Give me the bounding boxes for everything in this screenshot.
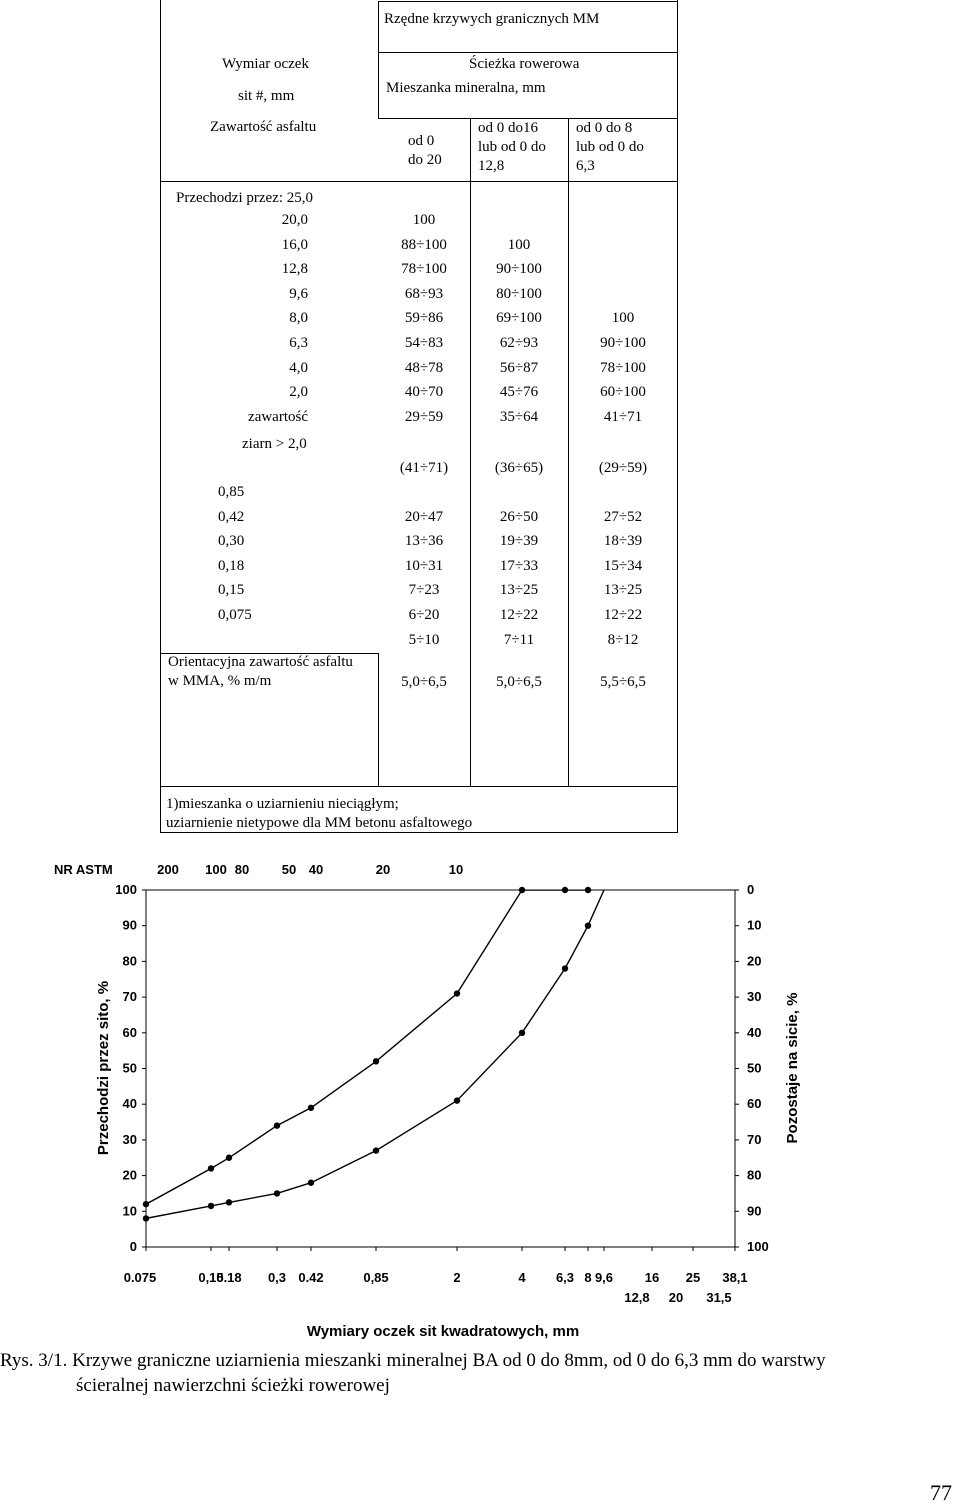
orient-value-3: 5,5÷6,5	[600, 674, 646, 690]
value-col3: 18÷39	[603, 533, 643, 550]
y-tick-label-left: 80	[122, 953, 137, 969]
value-col2: 26÷50	[499, 508, 539, 525]
value-col2: 90÷100	[496, 261, 542, 278]
value-col2: 80÷100	[496, 285, 542, 302]
asphalt-label: Zawartość asfaltu	[210, 119, 317, 135]
value-col3: 15÷34	[603, 557, 643, 574]
data-point	[562, 965, 568, 971]
y-tick-label-right: 10	[747, 917, 762, 933]
header-divider-h2	[378, 118, 678, 119]
orient-label: Orientacyjna zawartość asfaltu	[168, 654, 353, 670]
data-point	[143, 1215, 149, 1221]
x-tick-label: 0,15	[198, 1270, 224, 1285]
y-tick-label-right: 60	[747, 1096, 762, 1112]
y-axis-label-left: Przechodzi przez sito, %	[95, 980, 112, 1156]
value-col2: 7÷11	[503, 631, 535, 648]
path-label: Ścieżka rowerowa	[469, 56, 580, 72]
value-col2: 12÷22	[499, 607, 539, 623]
value-col3: 12÷22	[603, 607, 643, 623]
astm-tick-label: 100	[205, 862, 227, 877]
value-col2: 62÷93	[499, 335, 539, 351]
value-col2: 100	[507, 236, 531, 253]
orient-label-2: w MMA, % m/m	[168, 673, 272, 689]
sieve-size: 8,0	[289, 310, 308, 327]
x-tick-label-row2: 12,8	[624, 1290, 650, 1305]
footnote-divider	[160, 786, 678, 787]
sieve-size: 16,0	[281, 236, 308, 253]
footnote-2: uziarnienie nietypowe dla MM betonu asfaltowego	[166, 815, 473, 831]
sieve-size: 6,3	[289, 335, 308, 351]
chart-labels	[54, 862, 801, 1340]
x-tick-label: 38,1	[722, 1270, 748, 1285]
value-col1: 100	[412, 212, 436, 228]
value-col3: 100	[611, 310, 635, 327]
value-col3: 8÷12	[607, 631, 639, 648]
data-point	[454, 1097, 460, 1103]
nr-astm-label: NR ASTM	[54, 862, 113, 877]
y-tick-label-left: 100	[115, 882, 137, 897]
value-col2: 19÷39	[499, 533, 539, 550]
x-tick-label: 4	[518, 1270, 526, 1285]
col3-header-3: 6,3	[576, 158, 595, 174]
mix-label: Mieszanka mineralna, mm	[386, 80, 546, 96]
value-col1: 59÷86	[404, 310, 444, 327]
sieve-size: 0,18	[218, 557, 245, 574]
header-divider-h1	[378, 52, 678, 53]
value-col1: 48÷78	[404, 359, 444, 376]
value-col3: 27÷52	[603, 508, 643, 525]
y-tick-label-right: 0	[747, 882, 755, 897]
grading-chart	[0, 850, 960, 1345]
astm-tick-label: 200	[157, 862, 179, 877]
header-divider-v	[378, 1, 379, 119]
y-tick-label-right: 50	[747, 1060, 762, 1076]
value-col2: 35÷64	[499, 408, 539, 425]
y-tick-label-right: 100	[747, 1239, 769, 1254]
y-axis-label-right: Pozostaje na sicie, %	[784, 992, 801, 1144]
footnote: 1)mieszanka o uziarnieniu nieciągłym;	[166, 796, 399, 812]
y-tick-label-left: 50	[122, 1060, 137, 1076]
data-point	[274, 1190, 280, 1196]
data-point	[562, 887, 568, 893]
figure-caption: Rys. 3/1. Krzywe graniczne uziarnienia mieszanki mineralnej BA od 0 do 8mm, od 0 do 6,3 mm do warstwy	[0, 1350, 826, 1371]
grading-curve	[146, 890, 604, 1218]
sieve-size: 0,85	[218, 484, 245, 500]
table-border-bottom	[160, 832, 678, 833]
y-tick-label-left: 70	[122, 989, 137, 1005]
value-col3: 13÷25	[603, 582, 643, 599]
sieve-size: 20,0	[281, 212, 308, 228]
x-tick-label: 6,3	[555, 1270, 575, 1285]
x-tick-label-row2: 20	[668, 1290, 684, 1305]
grain-value-1: (41÷71)	[399, 460, 449, 476]
data-point	[226, 1155, 232, 1161]
page-number: 77	[930, 1480, 952, 1505]
data-point	[274, 1122, 280, 1128]
y-tick-label-right: 70	[747, 1131, 762, 1147]
astm-tick-label: 20	[375, 862, 391, 877]
x-tick-label: 9,6	[594, 1270, 614, 1285]
value-col2: 45÷76	[499, 384, 539, 401]
orient-value-2: 5,0÷6,5	[496, 674, 542, 690]
value-col3: 41÷71	[603, 408, 643, 425]
table-title: Rzędne krzywych granicznych MM	[384, 11, 600, 27]
data-point	[208, 1165, 214, 1171]
value-col1: 29÷59	[404, 408, 444, 425]
orient-value-1: 5,0÷6,5	[401, 674, 447, 690]
x-tick-label: 0.075	[123, 1270, 157, 1285]
x-tick-label: 0,85	[363, 1270, 389, 1285]
value-col1: 10÷31	[404, 557, 444, 574]
data-point	[519, 1030, 525, 1036]
sieve-size: 12,8	[281, 261, 308, 278]
value-col1: 6÷20	[408, 607, 440, 623]
data-point	[519, 887, 525, 893]
col1-header-2: do 20	[408, 152, 442, 168]
sieve-size: 4,0	[289, 359, 308, 376]
data-point	[226, 1199, 232, 1205]
sieve-size: 0,15	[218, 582, 245, 599]
grain-value-2: (36÷65)	[494, 460, 544, 476]
grain-value-3: (29÷59)	[598, 460, 648, 476]
sieve-size: zawartość	[248, 408, 308, 425]
astm-tick-label: 10	[448, 862, 464, 877]
astm-tick-label: 80	[234, 862, 250, 877]
astm-tick-label: 50	[281, 862, 297, 877]
data-point	[585, 887, 591, 893]
y-tick-label-left: 0	[129, 1239, 137, 1254]
x-axis-label: Wymiary oczek sit kwadratowych, mm	[306, 1323, 580, 1340]
figure-caption-2: ścieralnej nawierzchni ścieżki rowerowej	[76, 1375, 390, 1396]
y-tick-label-left: 60	[122, 1024, 137, 1040]
y-tick-label-left: 20	[122, 1167, 137, 1183]
value-col1: 7÷23	[408, 582, 440, 599]
value-col2: 69÷100	[496, 310, 542, 327]
y-tick-label-right: 90	[747, 1203, 762, 1219]
x-tick-label: 25	[685, 1270, 701, 1285]
data-point	[454, 990, 460, 996]
value-col1: 20÷47	[404, 508, 444, 525]
col2-header: od 0 do16	[478, 120, 538, 136]
data-point	[585, 923, 591, 929]
data-point	[208, 1203, 214, 1209]
x-tick-label: 8	[584, 1270, 592, 1285]
sieve-size: 9,6	[289, 285, 308, 302]
value-col2: 13÷25	[499, 582, 539, 599]
value-col3: 78÷100	[600, 359, 646, 376]
x-tick-label-row2: 31,5	[706, 1290, 732, 1305]
data-point	[373, 1147, 379, 1153]
data-point	[308, 1105, 314, 1111]
value-col1: 5÷10	[408, 631, 440, 648]
value-col1: 40÷70	[404, 384, 444, 401]
passes-label: Przechodzi przez: 25,0	[176, 190, 314, 206]
col3-header: od 0 do 8	[576, 120, 633, 136]
header-divider-h3	[160, 181, 678, 182]
y-tick-label-left: 40	[122, 1096, 137, 1112]
value-col1: 88÷100	[401, 236, 447, 253]
x-tick-label: 16	[644, 1270, 660, 1285]
sieve-size: 0,30	[218, 533, 245, 550]
data-point	[373, 1058, 379, 1064]
grading-curve	[146, 890, 588, 1204]
x-tick-label: 0.42	[298, 1270, 324, 1285]
data-point	[143, 1201, 149, 1207]
y-tick-label-left: 30	[122, 1131, 137, 1147]
y-tick-label-right: 40	[747, 1024, 762, 1040]
value-col2: 56÷87	[499, 359, 539, 376]
plot-frame	[146, 890, 735, 1247]
value-col3: 60÷100	[600, 384, 646, 401]
value-col1: 68÷93	[404, 285, 444, 302]
sieve-size: 0,075	[218, 607, 252, 623]
sieve-header: Wymiar oczek	[222, 56, 309, 72]
y-tick-label-left: 90	[122, 917, 137, 933]
chart-curves	[143, 887, 604, 1222]
y-tick-label-right: 80	[747, 1167, 762, 1183]
y-tick-label-right: 20	[747, 953, 762, 969]
x-tick-label: 0.18	[216, 1270, 242, 1285]
value-col1: 78÷100	[401, 261, 447, 278]
sieve-size: 2,0	[289, 384, 308, 401]
x-tick-label: 2	[453, 1270, 461, 1285]
sieve-size: 0,42	[218, 508, 245, 525]
sieve-unit: sit #, mm	[238, 88, 295, 104]
x-tick-label: 0,3	[267, 1270, 287, 1285]
col2-header-2: lub od 0 do	[478, 139, 546, 155]
chart-frame	[142, 890, 739, 1251]
col2-header-3: 12,8	[478, 158, 505, 174]
table-border-top	[378, 1, 678, 2]
value-col2: 17÷33	[499, 557, 539, 574]
value-col3: 90÷100	[600, 335, 646, 351]
value-col1: 54÷83	[404, 335, 444, 351]
col1-header: od 0	[408, 133, 435, 149]
col3-header-2: lub od 0 do	[576, 139, 644, 155]
data-point	[308, 1180, 314, 1186]
value-col1: 13÷36	[404, 533, 444, 550]
grain-label: ziarn > 2,0	[242, 436, 307, 452]
y-tick-label-right: 30	[747, 989, 762, 1005]
astm-tick-label: 40	[308, 862, 324, 877]
y-tick-label-left: 10	[122, 1203, 137, 1219]
